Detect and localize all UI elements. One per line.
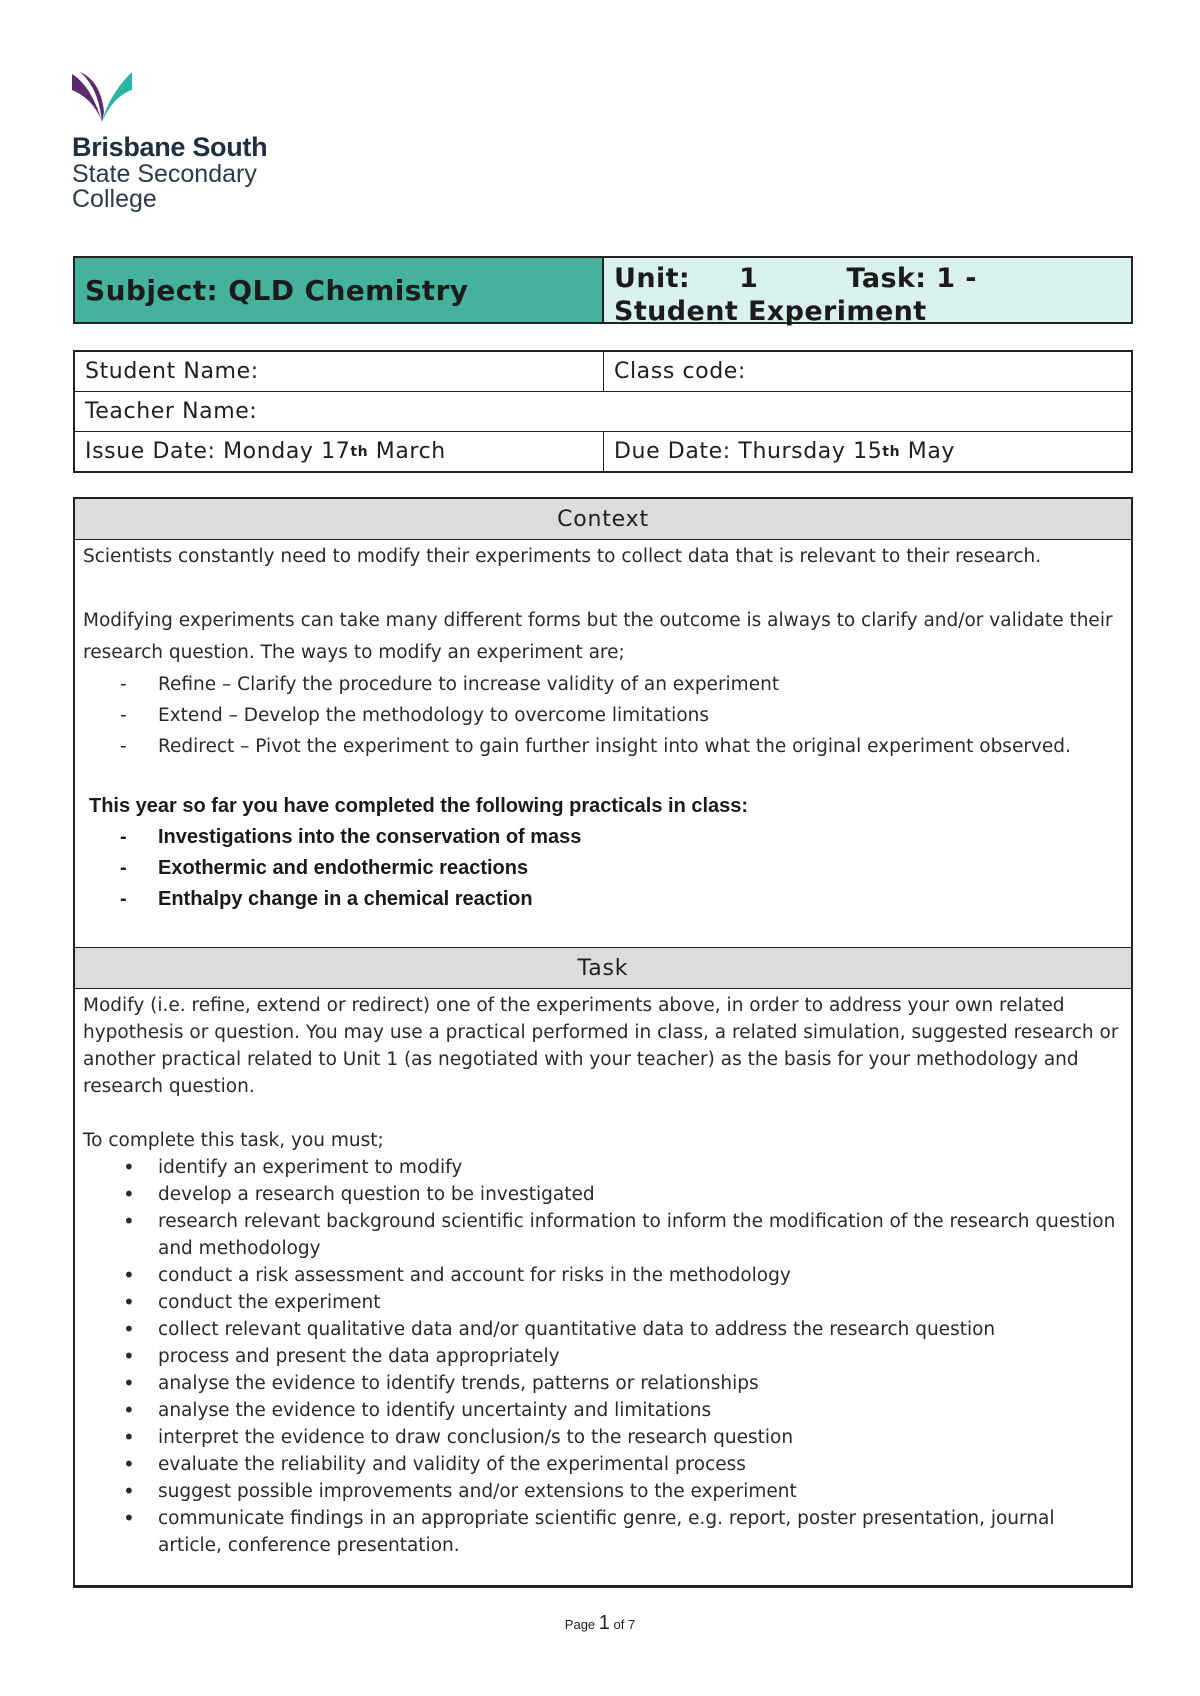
list-item: • suggest possible improvements and/or extensions to the experiment: [83, 1478, 1123, 1505]
page-label: Page: [564, 1617, 599, 1632]
list-item: • conduct the experiment: [83, 1289, 1123, 1316]
issue-date-prefix: Issue Date: Monday 17: [85, 439, 351, 464]
practicals-intro: This year so far you have completed the following practicals in class:: [89, 795, 749, 817]
context-heading: Context: [75, 499, 1131, 540]
class-code-field[interactable]: Class code:: [614, 359, 746, 384]
list-item: • process and present the data appropriately: [83, 1343, 1123, 1370]
requirements-list: [83, 1154, 1123, 1559]
list-item: • evaluate the reliability and validity of the experimental process: [83, 1451, 1123, 1478]
context-paragraph-1: Scientists constantly need to modify their experiments to collect data that is relevant to their research.: [83, 546, 1042, 567]
list-item: • interpret the evidence to draw conclusion/s to the research question: [83, 1424, 1123, 1451]
info-row-names: [75, 352, 1131, 392]
list-item: • analyse the evidence to identify trends, patterns or relationships: [83, 1370, 1123, 1397]
list-item: - Redirect – Pivot the experiment to gain further insight into what the original experiment observed.: [83, 731, 1123, 762]
page-of-label: of 7: [609, 1617, 636, 1632]
modify-ways-list: [83, 669, 1123, 762]
subject-header-table: [73, 256, 1133, 327]
page-number: 1: [598, 1612, 610, 1634]
list-item: - Investigations into the conservation of mass: [83, 822, 1123, 853]
issue-date: Issue Date: Monday 17 th March: [75, 432, 604, 471]
subject-cell: [75, 258, 604, 322]
list-item: • identify an experiment to modify: [83, 1154, 1123, 1181]
task-section: [75, 989, 1131, 1559]
due-date: Due Date: Thursday 15 th May: [614, 439, 956, 464]
page-footer: [0, 1612, 1200, 1635]
task-must-intro: To complete this task, you must;: [83, 1130, 384, 1151]
task-paragraph-1: Modify (i.e. refine, extend or redirect) one of the experiments above, in order to address your own related hypothesis or question. You may use a practical performed in class, a related simulation, suggested research or another practical related to Unit 1 (as negotiated with your teacher) as the basis for your methodology and research question.: [83, 995, 1119, 1097]
task-heading: Task: [75, 947, 1131, 989]
list-item: • collect relevant qualitative data and/or quantitative data to address the research question: [83, 1316, 1123, 1343]
issue-date-suffix: March: [368, 439, 446, 464]
context-task-table: [73, 497, 1133, 1588]
list-item: - Extend – Develop the methodology to overcome limitations: [83, 700, 1123, 731]
context-paragraph-2: Modifying experiments can take many different forms but the outcome is always to clarify and/or validate their research question. The ways to modify an experiment are;: [83, 610, 1113, 663]
info-row-dates: [75, 432, 1131, 471]
list-item: • communicate findings in an appropriate scientific genre, e.g. report, poster presentation, journal article, conference presentation.: [83, 1505, 1123, 1559]
due-date-suffix: May: [900, 439, 956, 464]
list-item: • research relevant background scientific information to inform the modification of the research question and methodology: [83, 1208, 1123, 1262]
list-item: - Exothermic and endothermic reactions: [83, 853, 1123, 884]
list-item: • analyse the evidence to identify uncertainty and limitations: [83, 1397, 1123, 1424]
list-item: • conduct a risk assessment and account for risks in the methodology: [83, 1262, 1123, 1289]
student-info-table: [73, 350, 1133, 473]
school-logo-mark-icon: [72, 72, 136, 128]
student-name-field[interactable]: Student Name:: [75, 352, 604, 391]
context-section: [75, 540, 1131, 947]
list-item: - Enthalpy change in a chemical reaction: [83, 884, 1123, 915]
unit-task-cell: [604, 258, 1131, 327]
list-item: - Refine – Clarify the procedure to increase validity of an experiment: [83, 669, 1123, 700]
teacher-name-field[interactable]: Teacher Name:: [85, 399, 258, 424]
task-name: Student Experiment: [614, 296, 927, 327]
logo-text-line2: State Secondary: [72, 160, 257, 188]
unit-task-label: Unit: 1 Task: 1 -: [614, 263, 977, 294]
logo-text-line1: Brisbane South: [72, 132, 268, 162]
subject-title: Subject: QLD Chemistry: [85, 273, 469, 307]
practicals-list: [83, 822, 1123, 915]
list-item: • develop a research question to be investigated: [83, 1181, 1123, 1208]
logo-text-line3: College: [72, 185, 157, 213]
info-row-teacher: [75, 392, 1131, 432]
school-logo: [72, 72, 272, 212]
due-date-prefix: Due Date: Thursday 15: [614, 439, 883, 464]
